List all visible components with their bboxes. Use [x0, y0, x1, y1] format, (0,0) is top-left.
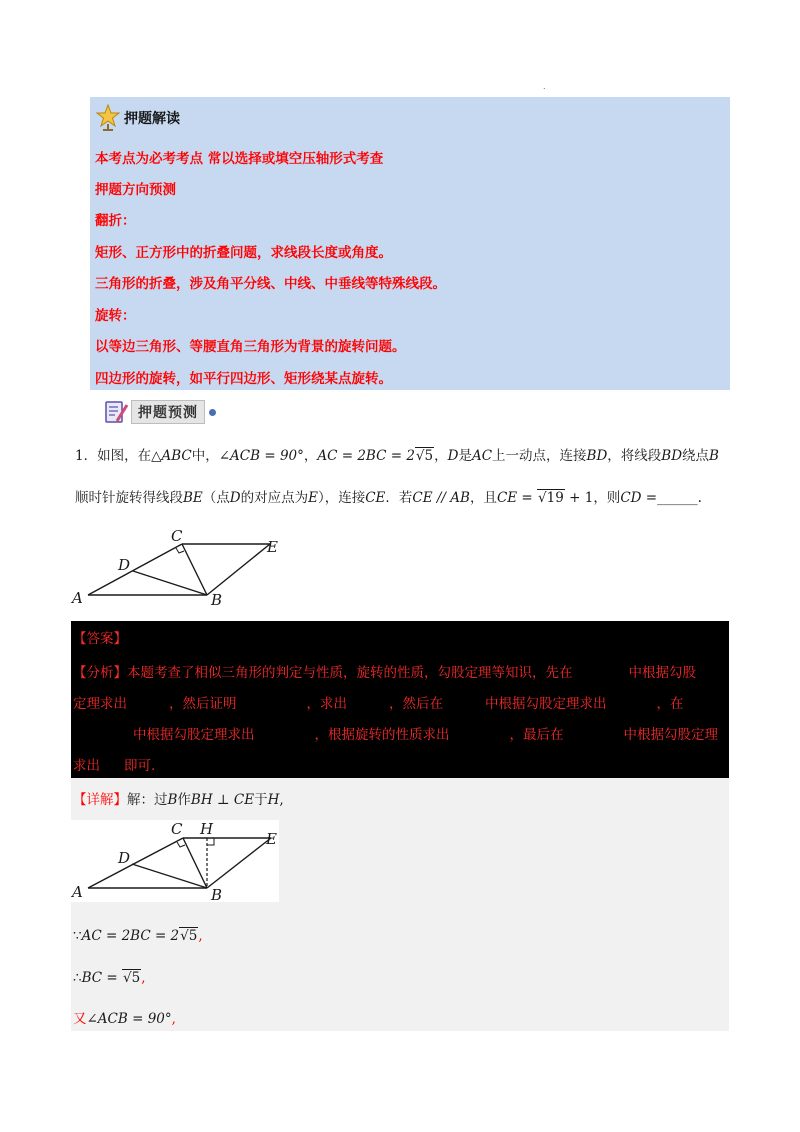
- question-line-1: 1．如图，在△ABC中，∠ACB = 90°，AC = 2BC = 2√5，D是AC上一动点，连接BD，将线段BD绕点B: [75, 448, 719, 464]
- label-b: B: [211, 886, 223, 902]
- label-e: E: [267, 538, 278, 556]
- label-c: C: [171, 820, 183, 838]
- label-d: D: [118, 556, 131, 574]
- question-line-2: 顺时针旋转得线段BE（点D的对应点为E），连接CE．若CE // AB，且CE = √19 + 1，则CD =______.: [75, 490, 702, 506]
- banner-dot: [209, 409, 216, 416]
- intro-line: 旋转：: [95, 308, 136, 324]
- detail-box: [71, 778, 729, 1031]
- intro-line: 押题方向预测: [95, 182, 176, 198]
- intro-line: 四边形的旋转，如平行四边形、矩形绕某点旋转。: [95, 371, 392, 387]
- answer-blank: ______: [657, 490, 698, 506]
- section-banner: [103, 397, 216, 427]
- intro-header: [96, 103, 180, 133]
- label-a: A: [72, 883, 83, 901]
- label-b: B: [211, 591, 223, 609]
- intro-line: 三角形的折叠，涉及角平分线、中线、中垂线等特殊线段。: [95, 276, 446, 292]
- notebook-pencil-icon: [103, 399, 129, 425]
- detail-intro: 【详解】解：过B作BH ⊥ CE于H,: [73, 792, 284, 808]
- label-h: H: [200, 820, 214, 838]
- label-c: C: [171, 527, 183, 545]
- intro-line: 翻折：: [95, 213, 136, 229]
- detail-step-1: ∵AC = 2BC = 2√5,: [73, 928, 203, 944]
- answer-tag: 【答案】: [73, 631, 127, 647]
- label-d: D: [118, 849, 131, 867]
- intro-line: 以等边三角形、等腰直角三角形为背景的旋转问题。: [95, 339, 406, 355]
- detail-step-3: 又∠ACB = 90°,: [73, 1011, 176, 1027]
- star-trophy-icon: [96, 104, 120, 132]
- intro-line: 矩形、正方形中的折叠问题，求线段长度或角度。: [95, 245, 392, 261]
- analysis-line-1: 【分析】本题考查了相似三角形的判定与性质，旋转的性质，勾股定理等知识，先在 中根据勾股: [73, 665, 696, 681]
- banner-title: 押题预测: [131, 400, 205, 424]
- analysis-line-3: 中根据勾股定理求出 ，根据旋转的性质求出 ，最后在 中根据勾股定理: [133, 727, 718, 743]
- intro-line: 本考点为必考考点 常以选择或填空压轴形式考查: [95, 151, 384, 167]
- geometry-figure-2: [71, 820, 279, 902]
- detail-step-2: ∴BC = √5,: [73, 970, 146, 986]
- header-dot: .: [543, 82, 546, 91]
- analysis-line-4: 求出 即可.: [73, 758, 156, 774]
- analysis-line-2: 定理求出 ，然后证明 ，求出 ，然后在 中根据勾股定理求出 ，在: [73, 696, 684, 712]
- exam-interpretation-box: [90, 97, 730, 390]
- geometry-figure-1: [70, 522, 290, 612]
- label-e: E: [266, 830, 277, 848]
- label-a: A: [72, 589, 83, 607]
- answer-box: [71, 621, 729, 778]
- intro-title: 押题解读: [124, 111, 180, 127]
